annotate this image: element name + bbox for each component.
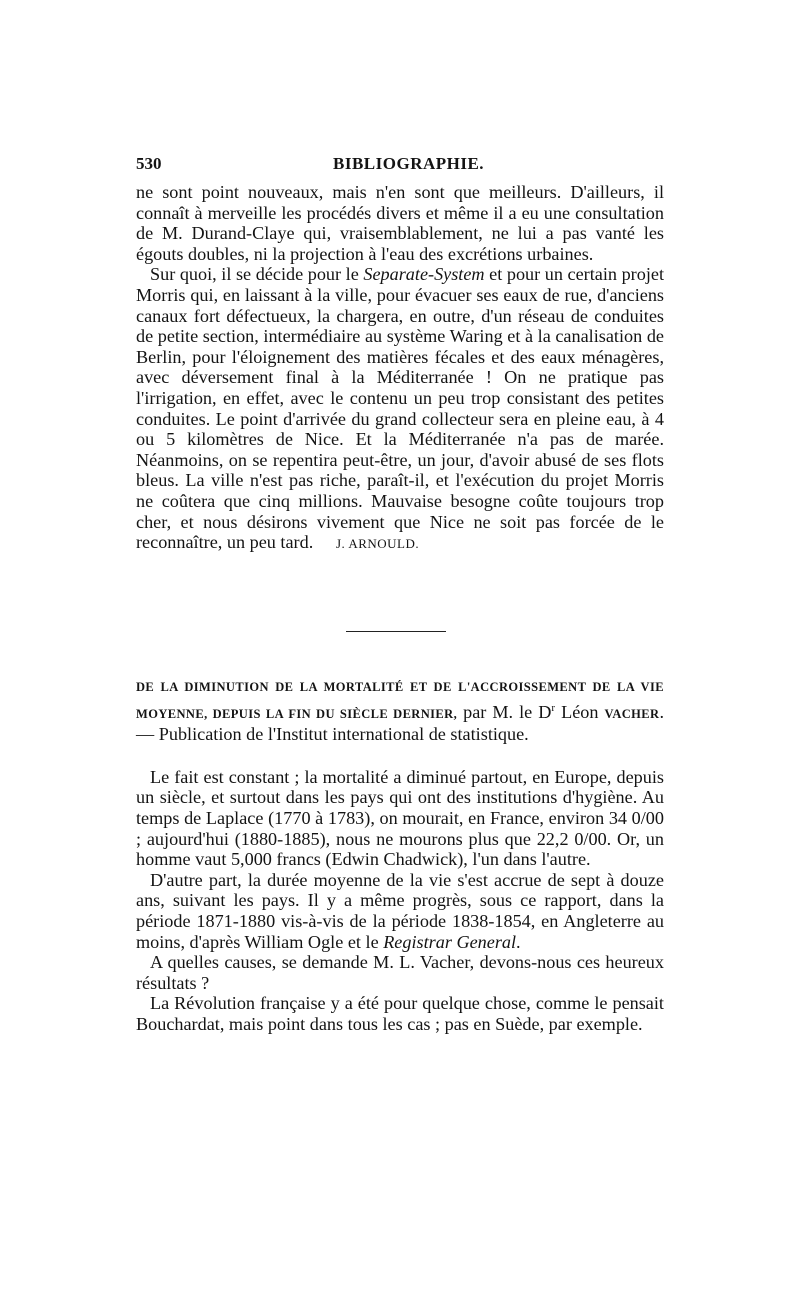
paragraph: A quelles causes, se demande M. L. Vacher, devons-nous ces heureux résultats ? bbox=[136, 952, 664, 993]
author-name: VACHER bbox=[604, 706, 660, 721]
text-run: D'autre part, la durée moyenne de la vie s'est accrue de sept à douze ans, suivant les pays. Il y a même progrès, sous ce rapport, dans la période 1871-1880 vis-à-vis de la période 1838-1854, en Angleterre au moins, d'après William Ogle et le bbox=[136, 869, 664, 952]
paragraph: La Révolution française y a été pour quelque chose, comme le pensait Bouchardat, mais point dans tous les cas ; pas en Suède, par exemple. bbox=[136, 993, 664, 1034]
emphasis-registrar-general: Registrar General bbox=[383, 931, 517, 952]
emphasis-separate-system: Separate-System bbox=[363, 264, 485, 285]
running-title: BIBLIOGRAPHIE. bbox=[333, 154, 485, 173]
text-run: et pour un certain projet Morris qui, en laissant à la ville, pour évacuer ses eaux de rue, d'anciens canaux fort défectueux, la chargera, en outre, d'un réseau de conduites de petite section, intermédiaire au système Waring et à la canalisation de Berlin, pour l'éloignement des matières fécales et des eaux ménagères, avec déversement final à la Méditerranée ! On ne pratique pas l'irrigation, en effet, avec le contenu un peu trop consistant des petites conduites. Le point d'arrivée du grand collecteur sera en pleine eau, à 4 ou 5 kilomètres de Nice. Et la Méditerranée n'a pas de marée. Néanmoins, on se repentira peut-être, un jour, d'avoir abusé de ses flots bleus. La ville n'est pas riche, paraît-il, et l'exécution du projet Morris ne coûtera que cinq millions. Mauvaise besogne coûte toujours trop cher, et nous désirons vivement que Nice ne soit pas forcée de le reconnaître, un peu tard. bbox=[136, 264, 664, 553]
text-run: par M. le D bbox=[457, 701, 552, 722]
paragraph bbox=[136, 264, 664, 554]
text-run: Sur quoi, il se décide pour le bbox=[150, 264, 364, 285]
text-run: . — Publication de l'Institut international de statistique. bbox=[136, 701, 665, 745]
review-vacher bbox=[136, 675, 664, 1035]
text-run: . bbox=[516, 931, 521, 952]
title-smallcaps: DE LA DIMINUTION DE LA MORTALITÉ ET DE L'ACCROISSEMENT DE LA VIE MOYENNE, DEPUIS LA FIN DU SIÈCLE DERNIER, bbox=[136, 680, 664, 721]
review-title bbox=[136, 675, 664, 745]
paragraph: ne sont point nouveaux, mais n'en sont que meilleurs. D'ailleurs, il connaît à merveille les procédés divers et même il a eu une consultation de M. Durand-Claye qui, vraisemblablement, ne lui a pas vanté les égouts doubles, ni la projection à l'eau des excrétions urbaines. bbox=[136, 182, 664, 264]
page-number: 530 bbox=[136, 154, 162, 173]
text-run: r bbox=[551, 701, 556, 714]
text-run: Léon bbox=[555, 701, 605, 722]
paragraph: Le fait est constant ; la mortalité a diminué partout, en Europe, depuis un siècle, et surtout dans les pays qui ont des institutions d'hygiène. Au temps de Laplace (1770 à 1783), on mourait, en France, environ 34 0/00 ; aujourd'hui (1880-1885), nous ne mourons plus que 22,2 0/00. Or, un homme vaut 5,000 francs (Edwin Chadwick), l'un dans l'autre. bbox=[136, 766, 664, 870]
running-header bbox=[136, 150, 664, 180]
signature: J. ARNOULD. bbox=[335, 536, 420, 552]
paragraph bbox=[136, 870, 664, 952]
review-durand-claye bbox=[136, 182, 664, 555]
section-divider bbox=[346, 631, 446, 632]
